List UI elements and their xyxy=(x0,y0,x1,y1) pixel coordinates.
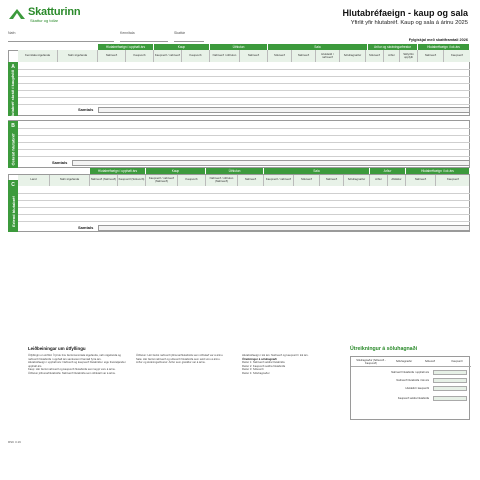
calc-row-label: Nafnverð hlutabréfa í upphafi árs xyxy=(391,371,429,374)
calc-row-label: Nafnverð hlutabréfa í lok árs xyxy=(396,379,429,382)
section-c xyxy=(8,174,470,232)
col-a-sale-nominal-2: Nafnverð xyxy=(292,50,316,62)
col-a-purchase-cost: Kaupverð xyxy=(182,50,210,62)
page-note: Fylgiskjal með skattframtali 2026 xyxy=(408,38,468,42)
col-c-nominal: Nafnverð (Nafnverð) xyxy=(90,174,118,186)
col-c-sale-price: Söluverð xyxy=(294,174,320,186)
calc-input[interactable] xyxy=(433,396,467,401)
group-dividend: Arður og skráningarfrestur xyxy=(368,44,418,50)
col-c-discount: Afsláttur xyxy=(388,174,406,186)
col-a-sale-value: Söluverð xyxy=(366,50,384,62)
calc-head-cell: Söluhagnaður (Söluverð - Kaupverð) xyxy=(356,358,386,365)
kennitala-field[interactable] xyxy=(120,30,168,42)
name-field-label: Nafn xyxy=(8,31,16,35)
calc-step: Reitur 1: Nafnverð seldra hlutabréfa xyxy=(242,361,285,365)
instructions-heading: Leiðbeiningar um útfyllingu xyxy=(28,346,86,351)
section-c-row[interactable] xyxy=(18,193,470,194)
col-c-land: Land xyxy=(18,174,50,186)
section-b-row[interactable] xyxy=(18,135,470,136)
col-a-allotment-nominal: Nafnverð í úthlutun xyxy=(210,50,240,62)
col-c-purchase-cost: Kaupverð xyxy=(178,174,206,186)
col-a-nominal: Nafnverð xyxy=(98,50,126,62)
section-a-row[interactable] xyxy=(18,76,470,77)
col-c-gain: Söluhagnaður xyxy=(344,174,370,186)
col-a-share: Hlutdeild / nafnverð xyxy=(316,50,340,62)
calc-row-label: Hlutdeild í kaupverði xyxy=(405,387,429,390)
calc-row-label: Kaupverð seldra hlutabréfa xyxy=(397,397,429,400)
col-a-sale-price: Söluverð xyxy=(268,50,292,62)
section-b-side-label: Óskráð hlutabréf xyxy=(8,131,18,168)
calc-head-cell: Söluhagnaður xyxy=(395,360,413,363)
section-a-side-label: Hlutabréf skráð í kauphöll xyxy=(8,72,18,116)
calc-head-row xyxy=(351,357,471,367)
section-a-row[interactable] xyxy=(18,83,470,84)
group-c-end-holdings: Hlutabréfaeign í lok árs xyxy=(406,168,470,174)
group-purchase: Kaup xyxy=(154,44,210,50)
section-c-total-label: Samtals xyxy=(78,225,94,230)
section-b-row[interactable] xyxy=(18,149,470,150)
calc-box xyxy=(350,356,470,420)
col-a-end-nominal: Nafnverð xyxy=(418,50,444,62)
calc-head-cell: Söluverð xyxy=(424,360,436,363)
logo-name: Skatturinn xyxy=(28,6,81,18)
col-c-dividend: Arður xyxy=(370,174,388,186)
kennitala-field-label: Kennitala xyxy=(120,31,135,35)
instructions-col-2 xyxy=(136,354,236,365)
calc-input[interactable] xyxy=(433,378,467,383)
instructions-paragraph: Sala: Hér færist nafnverð og söluverð hlutabréfa sem seld voru á árinu. xyxy=(136,357,221,361)
page-title: Hlutabréfaeign - kaup og sala xyxy=(342,8,468,18)
instructions-paragraph: Útfyllingin er einföld. Í fyrstu línu færist kennitala útgefanda, nafn útgefanda og nafnverð hlutabréfa í upphafi árs samkvæmt framtali fyrra árs. xyxy=(28,354,121,361)
calc-input[interactable] xyxy=(433,370,467,375)
col-c-cost-nominal: Kaupverð / nafnverð (Nafnverð) xyxy=(146,174,178,186)
instructions-paragraph: Úthlutun: Hér færist nafnverð jöfnunarhlutabréfa sem úthlutað var á árinu. xyxy=(136,354,224,357)
section-b-total-field[interactable] xyxy=(72,160,470,166)
calc-step: Reitur 4: Söluhagnaður xyxy=(242,371,270,375)
calc-input[interactable] xyxy=(433,386,467,391)
col-a-cost-nominal: Kaupverð / nafnverð xyxy=(154,50,182,62)
calc-step: Reitur 3: Söluverð xyxy=(242,368,264,372)
section-a-total-field[interactable] xyxy=(98,107,470,113)
section-c-row[interactable] xyxy=(18,200,470,201)
group-c-purchase: Kaup xyxy=(146,168,206,174)
group-c-allotment: Úthlutun xyxy=(206,168,264,174)
calc-head-cell: Kaupverð xyxy=(451,360,463,363)
col-c-end-cost: Kaupverð xyxy=(436,174,470,186)
col-c-sale-nominal: Nafnverð xyxy=(238,174,264,186)
section-b-row[interactable] xyxy=(18,156,470,157)
section-a-row[interactable] xyxy=(18,69,470,70)
col-a-cost: Kaupverð xyxy=(126,50,154,62)
section-c-letter: C xyxy=(8,180,18,190)
instructions-paragraph: Kaup: Hér færist nafnverð og kaupverð hlutabréfa sem keypt voru á árinu. xyxy=(28,368,116,372)
instructions-col-3 xyxy=(242,354,342,376)
section-c-total-field[interactable] xyxy=(98,225,470,231)
name-field[interactable] xyxy=(8,30,114,42)
section-a-total-label: Samtals xyxy=(78,107,94,112)
form-number: RSK 3.19 xyxy=(8,440,21,444)
section-a-letter: A xyxy=(8,62,18,72)
col-c-cost: Kaupverð (Söluverð) xyxy=(118,174,146,186)
section-a-row[interactable] xyxy=(18,104,470,105)
section-c-row[interactable] xyxy=(18,207,470,208)
calc-step: Reitur 2: Kaupverð seldra hlutabréfa xyxy=(242,364,286,368)
instructions-col-1 xyxy=(28,354,128,376)
col-a-kennitala: Kennitala útgefanda xyxy=(18,50,58,62)
col-a-name: Nafn útgefanda xyxy=(58,50,98,62)
section-a-column-headers xyxy=(18,50,470,62)
calc-title: Útreikningur á söluhagnaði xyxy=(350,346,418,352)
group-sale: Sala xyxy=(268,44,368,50)
group-allotment: Úthlutun xyxy=(210,44,268,50)
section-c-side-label: Erlend hlutabréf xyxy=(8,190,18,232)
section-b-row[interactable] xyxy=(18,142,470,143)
instructions-paragraph: Úthlutun jöfnunarhlutabréfa: Nafnverð hlutabréfa sem úthlutað var á árinu. xyxy=(28,371,116,375)
section-b-row[interactable] xyxy=(18,128,470,129)
col-a-gain: Söluhagnaður xyxy=(340,50,366,62)
group-c-dividend: Arður xyxy=(370,168,406,174)
group-start-holdings: Hlutabréfaeign í upphafi árs xyxy=(98,44,154,50)
instructions-paragraph: Arður og skráningarfrestur: Arður sem greiddur var á árinu. xyxy=(136,361,206,365)
instructions-paragraph: Hlutabréfaeign í upphafi árs: Nafnverð og kaupverð hlutabréfa í eigu framteljanda í upphafi árs. xyxy=(28,361,127,368)
col-c-sale-cost-nominal: Kaupverð / nafnverð xyxy=(264,174,294,186)
page-subtitle: Yfirlit yfir hlutabréf. Kaup og sala á árinu 2025 xyxy=(350,20,468,26)
section-a-row[interactable] xyxy=(18,97,470,98)
col-a-sale-nominal: Nafnverð xyxy=(240,50,268,62)
col-a-end-cost: Kaupverð xyxy=(444,50,470,62)
logo-subtitle: Skattur og tollar xyxy=(30,18,59,23)
col-a-conditions: Skilyrðin uppfyllt xyxy=(400,50,418,62)
tax-year-field-label: Skattár xyxy=(174,31,186,35)
skatturinn-logo-icon xyxy=(8,7,26,21)
section-b-letter: B xyxy=(8,121,18,131)
group-c-start-holdings: Hlutabréfaeign í upphafi árs xyxy=(90,168,146,174)
group-c-sale: Sala xyxy=(264,168,370,174)
section-c-row[interactable] xyxy=(18,221,470,222)
col-c-name: Nafn útgefanda xyxy=(50,174,90,186)
tax-year-field[interactable] xyxy=(174,30,204,42)
col-c-allotment: Nafnverð / úthlutun (Nafnverð) xyxy=(206,174,238,186)
col-a-dividend: Arður xyxy=(384,50,400,62)
section-c-row[interactable] xyxy=(18,214,470,215)
col-c-sale-nominal-2: Nafnverð xyxy=(320,174,344,186)
group-end-holdings: Hlutabréfaeign í lok árs xyxy=(418,44,470,50)
col-c-end-nominal: Nafnverð xyxy=(406,174,436,186)
calc-instructions-heading: Útreikningur á söluhagnaði xyxy=(242,357,277,361)
instructions-paragraph: Hlutabréfaeign í lok árs: Nafnverð og kaupverð í lok árs. xyxy=(242,354,309,357)
section-b-total-label: Samtals xyxy=(52,160,68,165)
section-a-row[interactable] xyxy=(18,90,470,91)
